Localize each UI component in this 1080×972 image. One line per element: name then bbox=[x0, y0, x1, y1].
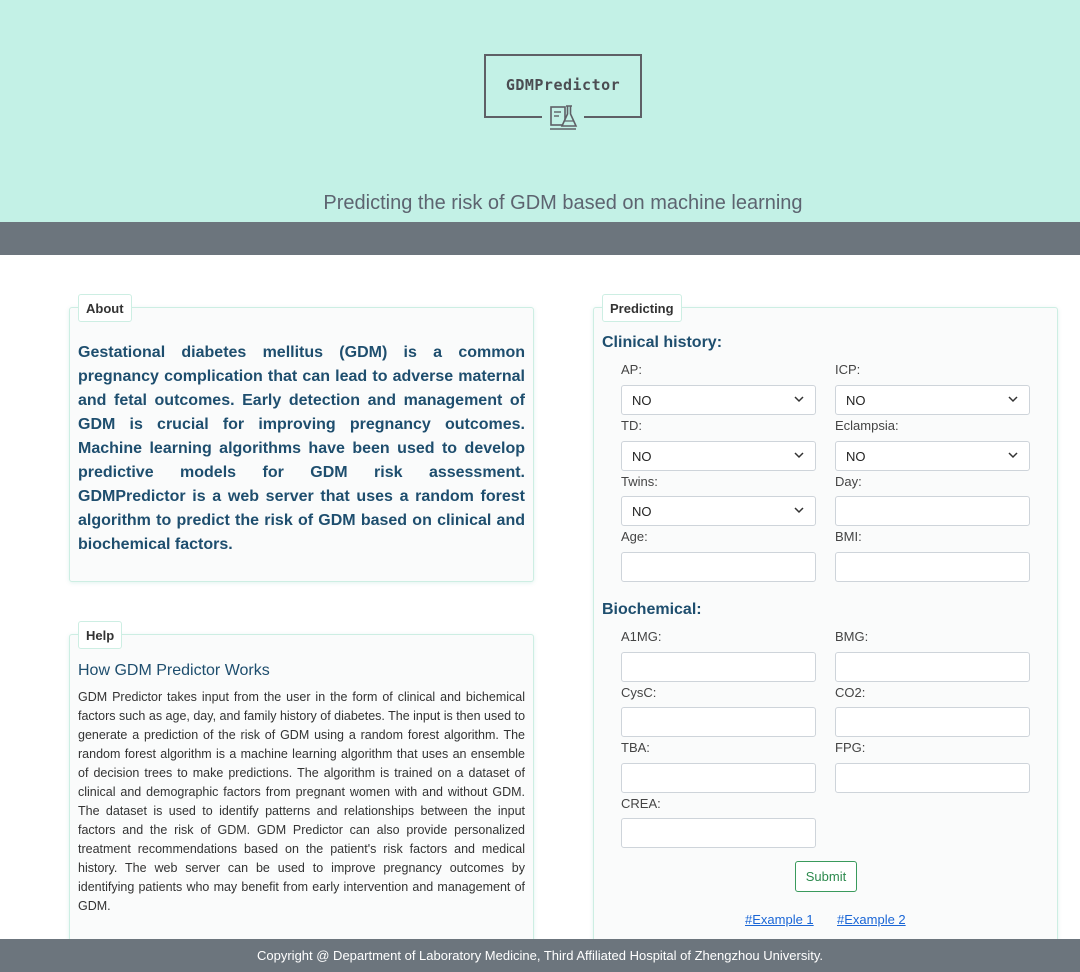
eclampsia-select-value: NO bbox=[846, 449, 866, 464]
fpg-label: FPG: bbox=[835, 740, 866, 755]
icp-select-value: NO bbox=[846, 393, 866, 408]
chevron-down-icon bbox=[793, 449, 805, 461]
crea-input[interactable] bbox=[621, 818, 816, 848]
day-label: Day: bbox=[835, 474, 862, 489]
twins-label: Twins: bbox=[621, 474, 658, 489]
a1mg-label: A1MG: bbox=[621, 629, 662, 644]
chevron-down-icon bbox=[1007, 449, 1019, 461]
example-2-link[interactable]: #Example 2 bbox=[837, 912, 906, 927]
age-label: Age: bbox=[621, 529, 648, 544]
logo-underline-left bbox=[484, 116, 542, 118]
bmi-label: BMI: bbox=[835, 529, 862, 544]
td-select[interactable] bbox=[621, 441, 816, 471]
tba-label: TBA: bbox=[621, 740, 650, 755]
crea-label: CREA: bbox=[621, 796, 661, 811]
site-logo-text: GDMPredictor bbox=[505, 76, 621, 94]
chevron-down-icon bbox=[793, 504, 805, 516]
a1mg-input[interactable] bbox=[621, 652, 816, 682]
predicting-legend: Predicting bbox=[602, 294, 682, 322]
help-legend: Help bbox=[78, 621, 122, 649]
fpg-input[interactable] bbox=[835, 763, 1030, 793]
about-text: Gestational diabetes mellitus (GDM) is a common pregnancy complication that can lead to adverse maternal and fetal outcomes. Early detection and management of GDM is crucial for improving pregnancy outcomes. Machine learning algorithms have been used to develop predictive models for GDM risk assessment. GDMPredictor is a web server that uses a random forest algorithm to predict the risk of GDM based on clinical and biochemical factors. bbox=[78, 344, 525, 553]
td-label: TD: bbox=[621, 418, 642, 433]
cysc-input[interactable] bbox=[621, 707, 816, 737]
chevron-down-icon bbox=[1007, 393, 1019, 405]
example-1-link[interactable]: #Example 1 bbox=[745, 912, 814, 927]
cysc-label: CysC: bbox=[621, 685, 657, 700]
twins-select[interactable] bbox=[621, 496, 816, 526]
age-input[interactable] bbox=[621, 552, 816, 582]
site-tagline: Predicting the risk of GDM based on machine learning bbox=[323, 192, 803, 214]
twins-select-value: NO bbox=[632, 504, 652, 519]
eclampsia-label: Eclampsia: bbox=[835, 418, 899, 433]
bmi-input[interactable] bbox=[835, 552, 1030, 582]
biochemical-title: Biochemical: bbox=[602, 601, 702, 618]
navbar bbox=[0, 222, 1080, 255]
bmg-label: BMG: bbox=[835, 629, 869, 644]
help-text: GDM Predictor takes input from the user in the form of clinical and bichemical factors such as age, day, and family history of diabetes. The input is then used to generate a prediction of the risk of GDM using a random forest algorithm. The random forest algorithm is a machine learning algorithm that uses an ensemble of decision trees to make predictions. The algorithm is trained on a dataset of clinical and demographic factors from pregnant women with and without GDM. The dataset is used to identify patterns and relationships between the input factors and the risk of GDM. GDM Predictor can also provide personalized treatment recommendations based on the patient's risk factors and medical history. The web server can be used to improve pregnancy outcomes by identifying patients who may benefit from early intervention and management of GDM. bbox=[78, 690, 526, 913]
clinical-history-title: Clinical history: bbox=[602, 334, 723, 351]
day-input[interactable] bbox=[835, 496, 1030, 526]
co2-label: CO2: bbox=[835, 685, 866, 700]
chevron-down-icon bbox=[793, 393, 805, 405]
site-header bbox=[0, 0, 1080, 222]
icp-label: ICP: bbox=[835, 362, 861, 377]
ap-select[interactable] bbox=[621, 385, 816, 415]
ap-label: AP: bbox=[621, 362, 642, 377]
lab-flask-icon bbox=[548, 102, 578, 134]
ap-select-value: NO bbox=[632, 393, 652, 408]
submit-button[interactable]: Submit bbox=[795, 861, 857, 892]
help-title: How GDM Predictor Works bbox=[78, 662, 270, 679]
about-legend: About bbox=[78, 294, 132, 322]
co2-input[interactable] bbox=[835, 707, 1030, 737]
about-panel bbox=[69, 307, 534, 582]
logo-underline-right bbox=[584, 116, 642, 118]
icp-select[interactable] bbox=[835, 385, 1030, 415]
site-footer: Copyright @ Department of Laboratory Medicine, Third Affiliated Hospital of Zhengzhou University. bbox=[0, 939, 1080, 972]
tba-input[interactable] bbox=[621, 763, 816, 793]
help-panel bbox=[69, 634, 534, 954]
bmg-input[interactable] bbox=[835, 652, 1030, 682]
td-select-value: NO bbox=[632, 449, 652, 464]
eclampsia-select[interactable] bbox=[835, 441, 1030, 471]
